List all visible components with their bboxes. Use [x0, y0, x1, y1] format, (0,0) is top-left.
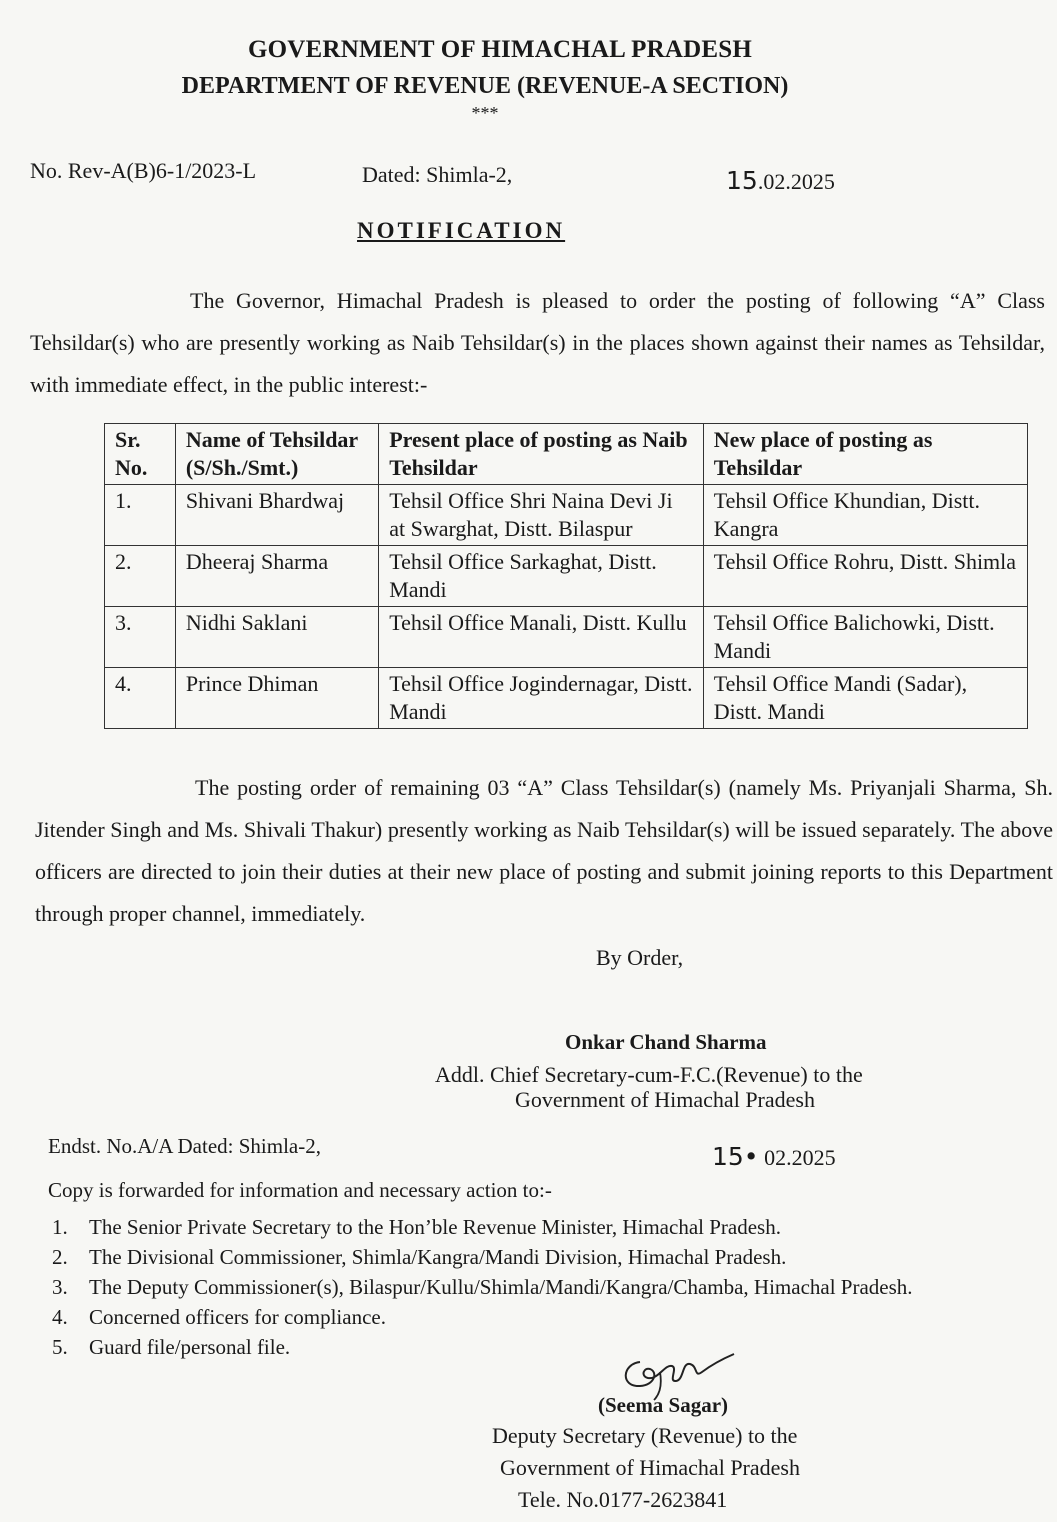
handwritten-day: 15: [726, 166, 758, 195]
cell-sr-no: 3.: [105, 607, 176, 668]
date-month-year: 02.2025: [758, 1145, 836, 1170]
cell-new-place: Tehsil Office Mandi (Sadar), Distt. Mandi: [703, 668, 1027, 729]
signatory-name: (Seema Sagar): [598, 1393, 729, 1417]
recipient-list: [52, 1212, 913, 1362]
header-government: GOVERNMENT OF HIMACHAL PRADESH: [248, 36, 752, 63]
table-header-row: [105, 424, 1028, 485]
handwritten-day: 15•: [712, 1142, 759, 1171]
cell-sr-no: 2.: [105, 546, 176, 607]
signatory-designation: Government of Himachal Pradesh: [515, 1087, 815, 1112]
postings-table: [104, 423, 1028, 729]
signatory-name: Onkar Chand Sharma: [565, 1030, 767, 1054]
date-month-year: .02.2025: [757, 169, 835, 194]
cell-name: Dheeraj Sharma: [175, 546, 378, 607]
column-header: New place of posting as Tehsildar: [703, 424, 1027, 485]
table-row: [105, 607, 1028, 668]
signatory-designation: Deputy Secretary (Revenue) to the: [492, 1423, 798, 1448]
cell-new-place: Tehsil Office Khundian, Distt. Kangra: [703, 485, 1027, 546]
column-header: Sr. No.: [105, 424, 176, 485]
column-header: Name of Tehsildar (S/Sh./Smt.): [175, 424, 378, 485]
copy-forwarded-text: Copy is forwarded for information and necessary action to:-: [48, 1178, 552, 1202]
endorsement-date: [712, 1142, 836, 1171]
list-item: 5. Guard file/personal file.: [52, 1335, 291, 1359]
intro-paragraph: The Governor, Himachal Pradesh is pleased to order the posting of following “A” Class Tehsildar(s) who are presently working as Naib Tehsildar(s) in the places shown against their names as Tehsildar, with immediate effect, in the public interest:-: [30, 288, 1045, 397]
list-item: 4. Concerned officers for compliance.: [52, 1305, 386, 1329]
header-department: DEPARTMENT OF REVENUE (REVENUE-A SECTION): [181, 73, 789, 99]
endorsement-number: Endst. No.A/A Dated: Shimla-2,: [48, 1134, 321, 1158]
cell-name: Prince Dhiman: [175, 668, 378, 729]
column-header: Present place of posting as Naib Tehsildar: [379, 424, 703, 485]
cell-name: Shivani Bhardwaj: [175, 485, 378, 546]
cell-new-place: Tehsil Office Rohru, Distt. Shimla: [703, 546, 1027, 607]
list-item: 1. The Senior Private Secretary to the Hon’ble Revenue Minister, Himachal Pradesh.: [52, 1215, 781, 1239]
remaining-postings-paragraph: The posting order of remaining 03 “A” Class Tehsildar(s) (namely Ms. Priyanjali Sharma, Sh. Jitender Singh and Ms. Shivali Thakur) presently working as Naib Tehsildar(s) will be issued separately. The above officers are directed to join their duties at their new place of posting and submit joining reports to this Department through proper channel, immediately.: [35, 775, 1053, 926]
cell-sr-no: 1.: [105, 485, 176, 546]
table-row: [105, 485, 1028, 546]
signatory-phone: Tele. No.0177-2623841: [518, 1487, 728, 1512]
list-item: 2. The Divisional Commissioner, Shimla/Kangra/Mandi Division, Himachal Pradesh.: [52, 1245, 787, 1269]
table-row: [105, 668, 1028, 729]
reference-date: [726, 166, 835, 195]
cell-sr-no: 4.: [105, 668, 176, 729]
reference-dated: Dated: Shimla-2,: [362, 162, 513, 187]
table-row: [105, 546, 1028, 607]
by-order: By Order,: [596, 945, 684, 970]
reference-number: No. Rev-A(B)6-1/2023-L: [30, 158, 257, 183]
cell-present-place: Tehsil Office Jogindernagar, Distt. Mandi: [379, 668, 703, 729]
cell-name: Nidhi Saklani: [175, 607, 378, 668]
cell-present-place: Tehsil Office Shri Naina Devi Ji at Swarghat, Distt. Bilaspur: [379, 485, 703, 546]
cell-present-place: Tehsil Office Sarkaghat, Distt. Mandi: [379, 546, 703, 607]
list-item: 3. The Deputy Commissioner(s), Bilaspur/Kullu/Shimla/Mandi/Kangra/Chamba, Himachal Pradesh.: [52, 1275, 913, 1299]
cell-new-place: Tehsil Office Balichowki, Distt. Mandi: [703, 607, 1027, 668]
header-stars: ***: [471, 103, 499, 123]
cell-present-place: Tehsil Office Manali, Distt. Kullu: [379, 607, 703, 668]
signatory-designation: Government of Himachal Pradesh: [500, 1455, 800, 1480]
signatory-designation: Addl. Chief Secretary-cum-F.C.(Revenue) to the: [435, 1062, 863, 1087]
notification-title: NOTIFICATION: [357, 218, 566, 243]
